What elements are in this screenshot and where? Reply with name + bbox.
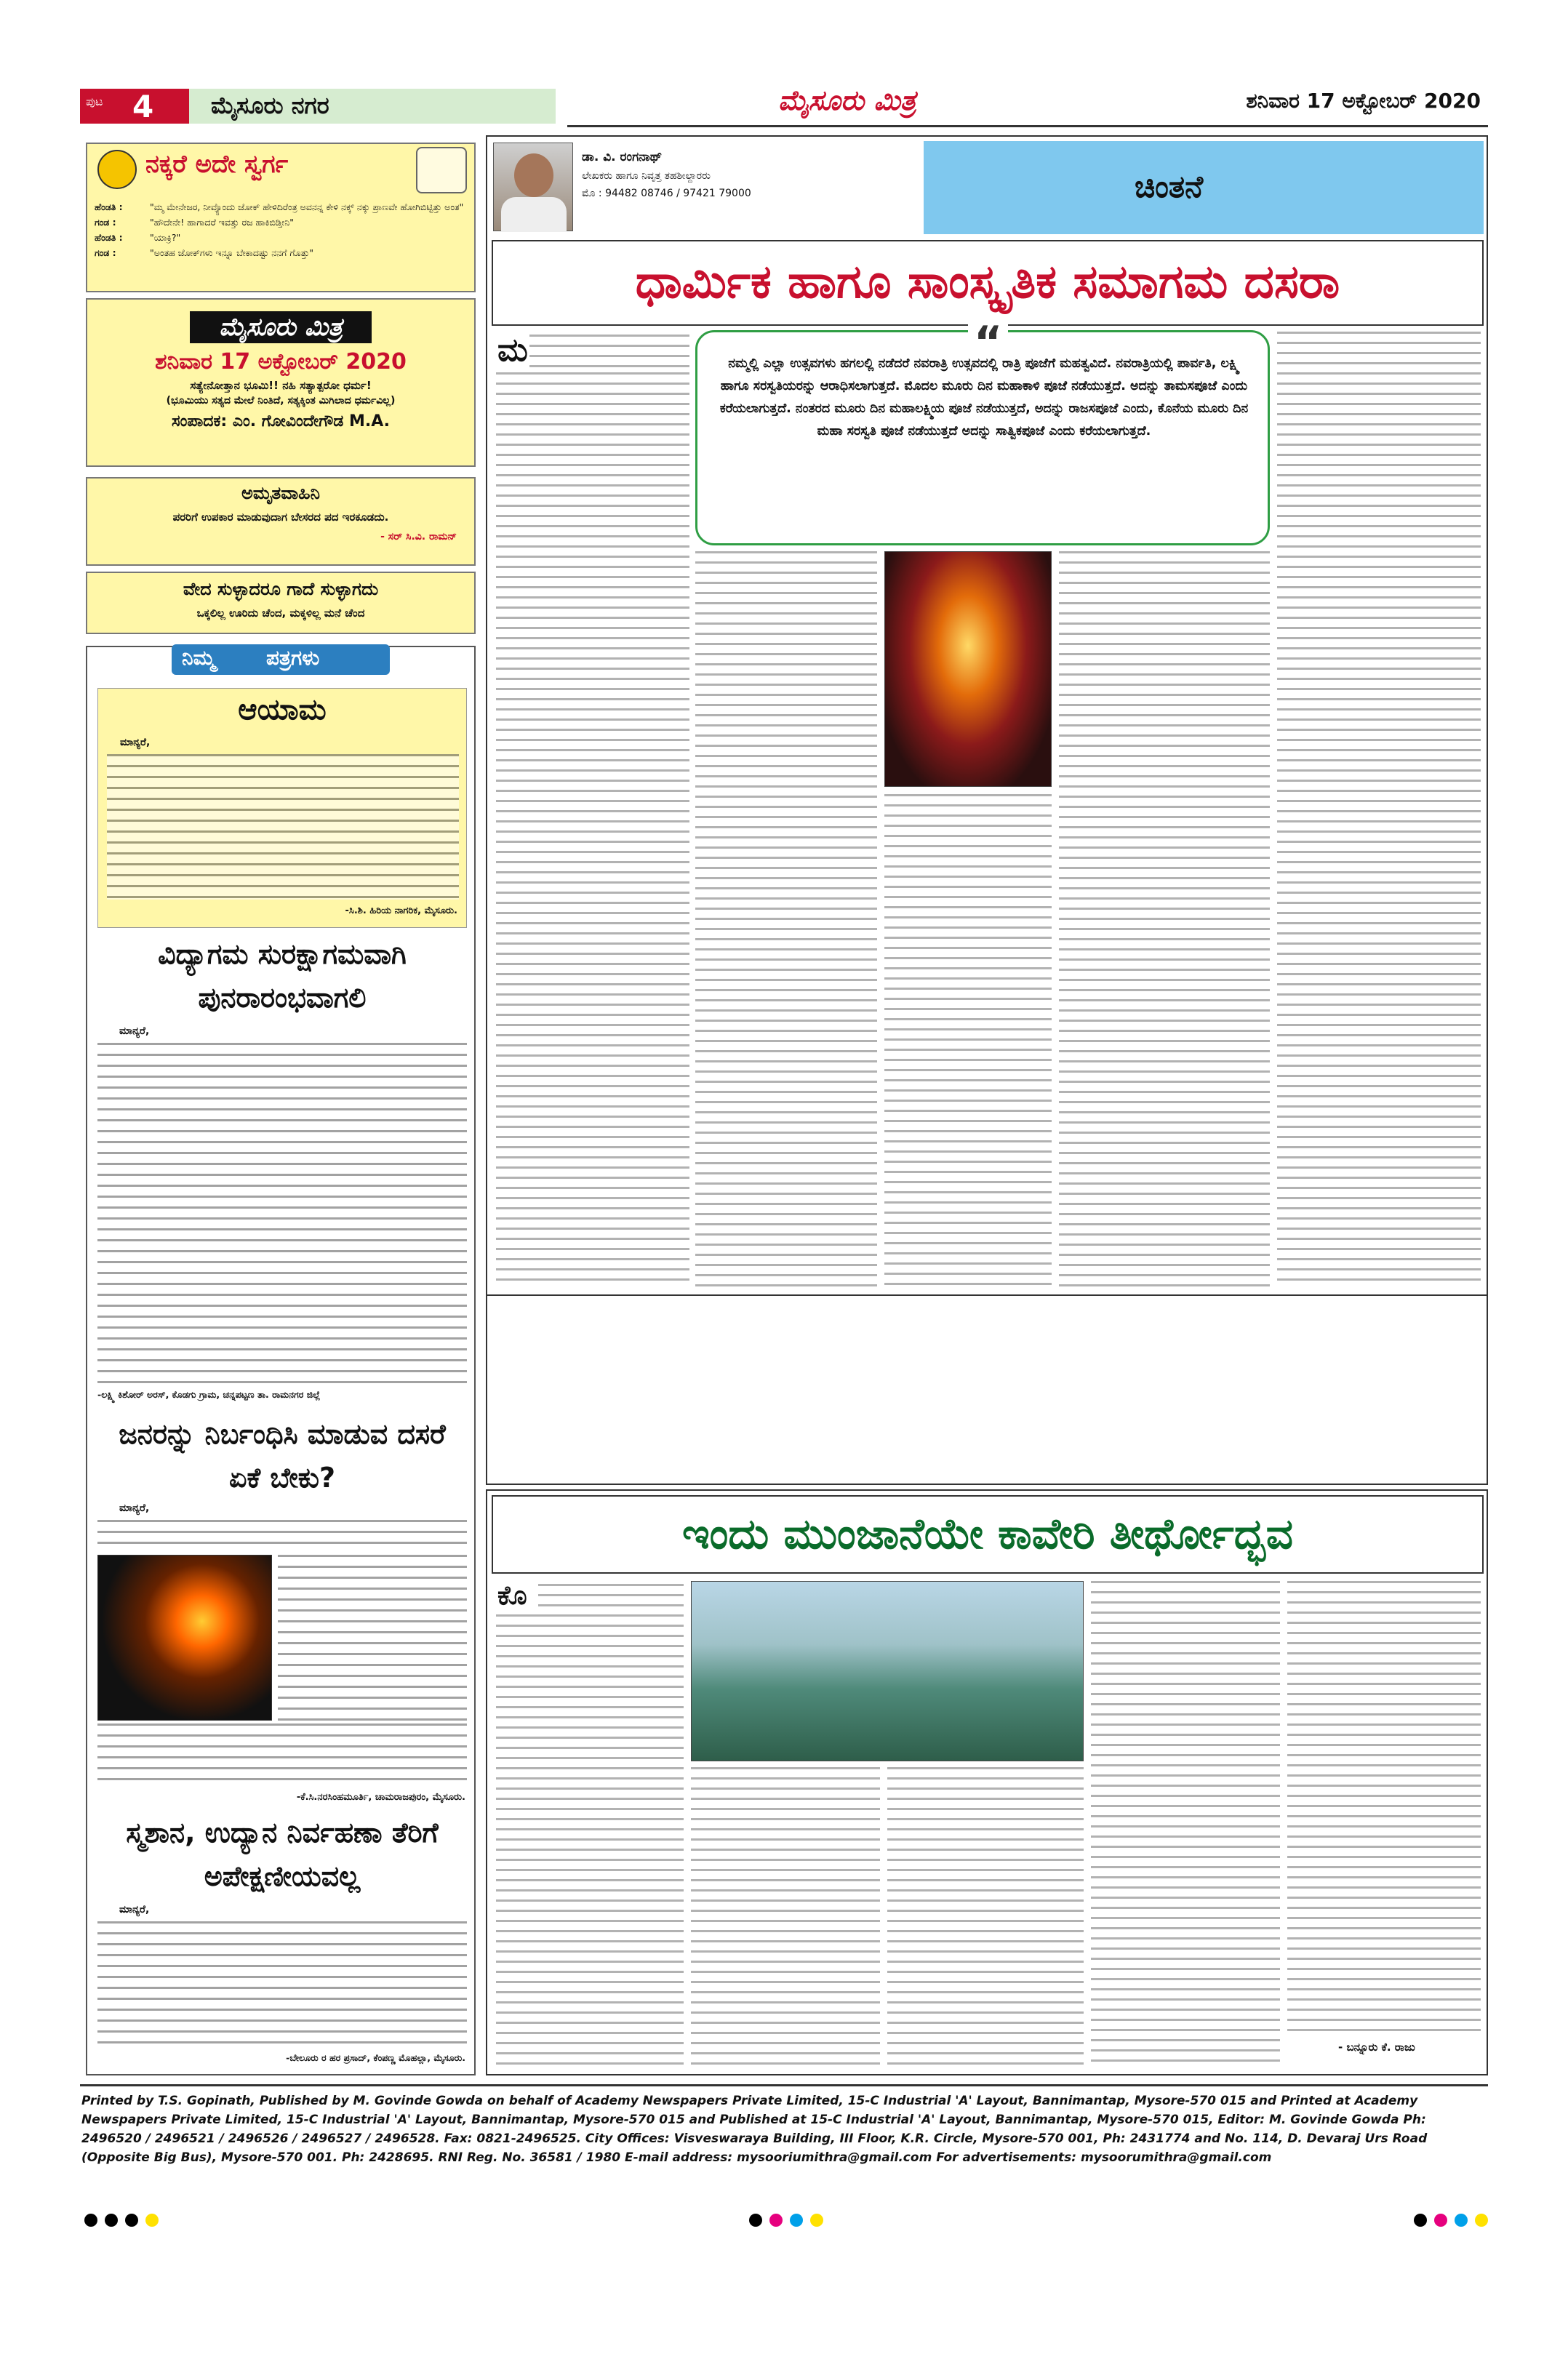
joke-line: "ಹೌದೇನೇ! ಹಾಗಾದರೆ ಇವತ್ತು ರಜ ಹಾಕಿಬಿಡ್ತೀನಿ" xyxy=(150,217,295,228)
amrutavahini-title: ಅಮೃತವಾಹಿನಿ xyxy=(241,483,320,503)
paper-box-logo: ಮೈಸೂರು ಮಿತ್ರ xyxy=(190,311,372,343)
letter-signature: -ಬೇಲೂರು ರ ಹರ ಪ್ರಸಾದ್, ಕೆಂಪಣ್ಣ ಮೊಹಲ್ಲಾ, ಮೈಸೂರು. xyxy=(286,2052,465,2063)
veda-box xyxy=(86,572,476,634)
letters-banner xyxy=(172,644,390,675)
joke-speaker: ಹೆಂಡತಿ : xyxy=(95,232,123,243)
registration-dot xyxy=(125,2214,138,2227)
letter-signature: -ಲಕ್ಷ್ಮಿ ಕಿಶೋರ್ ಅರಸ್, ಕೊಡಗು ಗ್ರಾಮ, ಚನ್ನಪಟ್ಟಣ ತಾ. ರಾಮನಗರ ಜಿಲ್ಲೆ xyxy=(97,1389,321,1400)
letter-title: ಸ್ಮಶಾನ, ಉದ್ಯಾನ ನಿರ್ವಹಣಾ ತೆರಿಗೆ ಅಪೇಕ್ಷಣೀಯವಲ್ಲ xyxy=(126,1817,439,1892)
letter-body xyxy=(278,1555,467,1721)
joke-speaker: ಗಂಡ : xyxy=(95,217,116,228)
joke-row xyxy=(95,199,470,215)
article-divider xyxy=(487,1294,1487,1296)
letter-title: ಜನರನ್ನು ನಿರ್ಬಂಧಿಸಿ ಮಾಡುವ ದಸರೆ ಏಕೆ ಬೇಕು? xyxy=(119,1418,446,1494)
paper-logo: ಮೈಸೂರು ಮಿತ್ರ xyxy=(778,84,916,116)
article-byline: - ಬನ್ನೂರು ಕೆ. ರಾಜು xyxy=(1338,2041,1415,2054)
article-column xyxy=(1287,1581,1481,2032)
letter-title: ಆಯಾಮ xyxy=(238,693,327,726)
masthead xyxy=(80,84,1488,125)
article-column xyxy=(1277,332,1481,1289)
letter-ayama xyxy=(97,688,467,928)
letter-signature: -ಕೆ.ಸಿ.ನರಸಿಂಹಮೂರ್ತಿ, ಚಾಮರಾಜಪುರಂ, ಮೈಸೂರು. xyxy=(296,1792,465,1803)
letter-salutation: ಮಾನ್ಯರೆ, xyxy=(119,1502,150,1514)
joke-row xyxy=(95,230,470,245)
registration-dot xyxy=(1414,2214,1427,2227)
article-column xyxy=(529,335,689,371)
article-column xyxy=(695,551,877,1289)
letter-signature: -ಸಿ.ಶಿ. ಹಿರಿಯ ನಾಗರಿಕ, ಮೈಸೂರು. xyxy=(345,905,457,916)
letters-banner-left: ನಿಮ್ಮ xyxy=(182,646,216,670)
registration-dot xyxy=(1455,2214,1468,2227)
article-column xyxy=(691,1767,880,2070)
article-column xyxy=(887,1767,1084,2070)
main-article xyxy=(486,135,1488,1485)
joke-rows xyxy=(95,199,470,260)
paper-box-date: ಶನಿವಾರ 17 ಅಕ್ಟೋಬರ್ 2020 xyxy=(155,349,407,375)
joke-line: "ಅಂತಹ ಜೋಕ್‌ಗಳು ಇನ್ನೂ ಬೇಕಾದಷ್ಟು ನನಗೆ ಗೊತ್ತು" xyxy=(150,247,314,258)
letter-body xyxy=(97,1520,467,1552)
registration-dot xyxy=(1434,2214,1447,2227)
registration-dot xyxy=(769,2214,783,2227)
joke-speaker: ಹೆಂಡತಿ : xyxy=(95,201,123,212)
column-label-box xyxy=(924,141,1484,234)
amrutavahini-author: - ಸರ್ ಸಿ.ವಿ. ರಾಮನ್ xyxy=(380,531,457,543)
joke-box xyxy=(86,143,476,292)
registration-dot xyxy=(749,2214,762,2227)
letter-title: ವಿದ್ಯಾಗಮ ಸುರಕ್ಷಾಗಮವಾಗಿ ಪುನರಾರಂಭವಾಗಲಿ xyxy=(158,938,407,1014)
letters-section xyxy=(86,646,476,2075)
second-headline-box xyxy=(492,1495,1484,1574)
page-number: 4 xyxy=(132,89,154,124)
joke-line: "ಮ್ಮ ಮೇನೇಜರ, ನೀವ್ಯೊಂದು ಜೋಕ್ ಹೇಳಿದಿರೆಂತ್ರ ಅವನನ್ನ ಕೇಳಿ ನಕ್ಕ್ ನಕ್ಕು ಪ್ರಾಣವೇ ಹೋಗಿಬಿಟ್ಟಿತ್ತು ಅಂತ" xyxy=(150,201,464,212)
author-photo xyxy=(493,143,573,231)
section-title: ಮೈಸೂರು ನಗರ xyxy=(211,92,329,119)
letters-banner-right: ಪತ್ರಗಳು xyxy=(266,646,320,670)
pull-quote: ನಮ್ಮಲ್ಲಿ ಎಲ್ಲಾ ಉತ್ಸವಗಳು ಹಗಲಲ್ಲಿ ನಡೆದರೆ ನವರಾತ್ರಿ ಉತ್ಸವದಲ್ಲಿ ರಾತ್ರಿ ಪೂಜೆಗೆ ಮಹತ್ವವಿದೆ. ನವರಾತ್ರಿಯಲ್ಲಿ ಪಾರ್ವತಿ, ಲಕ್ಷ್ಮಿ ಹಾಗೂ ಸರಸ್ವತಿಯರನ್ನು ಆರಾಧಿಸಲಾಗುತ್ತದೆ. ಮೊದಲ ಮೂರು ದಿನ ಮಹಾಕಾಳಿ ಪೂಜೆ ನಡೆಯುತ್ತದೆ. ಅದನ್ನು ತಾಮಸಪೂಜೆ ಎಂದು ಕರೆಯಲಾಗುತ್ತದೆ. ನಂತರದ ಮೂರು ದಿನ ಮಹಾಲಕ್ಷ್ಮಿಯ ಪೂಜೆ ನಡೆಯುತ್ತದೆ, ಅದನ್ನು ರಾಜಸಪೂಜೆ ಎಂದು, ಕೊನೆಯ ಮೂರು ದಿನ ಮಹಾ ಸರಸ್ವತಿ ಪೂಜೆ ನಡೆಯುತ್ತದೆ ಅದನ್ನು ಸಾತ್ವಿಕಪೂಜೆ ಎಂದು ಕರೆಯಲಾಗುತ್ತದೆ. xyxy=(719,356,1249,439)
second-headline: ಇಂದು ಮುಂಜಾನೆಯೇ ಕಾವೇರಿ ತೀರ್ಥೋದ್ಭವ xyxy=(681,1509,1294,1558)
joke-row xyxy=(95,215,470,230)
paper-box-slogan-translation: (ಭೂಮಿಯು ಸತ್ಯದ ಮೇಲೆ ನಿಂತಿದೆ, ಸತ್ಯಕ್ಕಿಂತ ಮಿಗಿಲಾದ ಧರ್ಮವಿಲ್ಲ) xyxy=(166,395,396,407)
section-bar xyxy=(189,89,556,124)
dasara-lights-photo xyxy=(97,1555,272,1721)
letter-salutation: ಮಾನ್ಯರೆ, xyxy=(119,1025,150,1037)
amrutavahini-quote: ಪರರಿಗೆ ಉಪಕಾರ ಮಾಡುವುದಾಗ ಬೇಸರದ ಪದ ಇರಕೂಡದು. xyxy=(172,511,389,524)
kaveri-photo xyxy=(691,1581,1084,1761)
page-number-badge xyxy=(80,89,189,124)
main-headline: ಧಾರ್ಮಿಕ ಹಾಗೂ ಸಾಂಸ್ಕೃತಿಕ ಸಮಾಗಮ ದಸರಾ xyxy=(635,255,1340,309)
second-article xyxy=(486,1489,1488,2075)
article-column xyxy=(496,1614,684,2070)
footer-rule xyxy=(80,2084,1488,2086)
registration-marks-left xyxy=(84,2214,166,2230)
paper-box xyxy=(86,298,476,467)
article-column xyxy=(496,372,689,1289)
author-phone: ಮೊ : 94482 08746 / 97421 79000 xyxy=(582,188,751,199)
column-label: ಚಿಂತನೆ xyxy=(1135,169,1204,204)
letter-salutation: ಮಾನ್ಯರೆ, xyxy=(119,1904,150,1915)
letter-body xyxy=(97,1921,467,2048)
veda-text: ಒಕ್ಕಲಿಲ್ಲ ಊರಿದು ಚೆಂದ, ಮಕ್ಕಳಿಲ್ಲ ಮನೆ ಚೆಂದ xyxy=(196,606,365,620)
author-name: ಡಾ. ವಿ. ರಂಗನಾಥ್ xyxy=(582,150,663,164)
registration-dot xyxy=(145,2214,159,2227)
issue-date: ಶನಿವಾರ 17 ಅಕ್ಟೋಬರ್ 2020 xyxy=(1246,89,1481,113)
page-label: ಪುಟ xyxy=(86,95,103,108)
letter-salutation: ಮಾನ್ಯರೆ, xyxy=(120,737,151,748)
registration-marks-center xyxy=(749,2214,831,2230)
article-column xyxy=(1059,551,1270,1289)
joke-speaker: ಗಂಡ : xyxy=(95,247,116,258)
joke-title: ನಕ್ಕರೆ ಅದೇ ಸ್ವರ್ಗ xyxy=(145,150,289,179)
paper-box-editor: ಸಂಪಾದಕ: ಎಂ. ಗೋವಿಂದೇಗೌಡ M.A. xyxy=(171,412,391,431)
letter-body xyxy=(97,1043,467,1383)
registration-dot xyxy=(790,2214,803,2227)
registration-dot xyxy=(84,2214,97,2227)
letter-body xyxy=(107,754,459,900)
dropcap: ಕೊ xyxy=(497,1581,527,1611)
registration-dot xyxy=(105,2214,118,2227)
cartoon-icon xyxy=(416,147,467,193)
pull-quote-box xyxy=(695,317,1270,545)
quote-mark-icon: “ xyxy=(968,321,1008,364)
dropcap: ಮ xyxy=(497,332,528,369)
goddess-photo xyxy=(884,551,1052,787)
registration-marks-right xyxy=(1414,2214,1495,2230)
joke-row xyxy=(95,245,470,260)
author-role: ಲೇಖಕರು ಹಾಗೂ ನಿವೃತ್ತ ತಹಶೀಲ್ದಾರರು xyxy=(582,170,711,182)
masthead-rule xyxy=(567,125,1488,127)
letter-body xyxy=(97,1724,467,1789)
amrutavahini-box xyxy=(86,477,476,566)
registration-dot xyxy=(1475,2214,1488,2227)
imprint: Printed by T.S. Gopinath, Published by M. Govinde Gowda on behalf of Academy Newspapers Private Limited, 15-C Industrial 'A' Layout, Bannimantap, Mysore-570 015 and Printed at Academy Newspapers Private Limited, 15-C Industrial 'A' Layout, Bannimantap, Mysore-570 015 and Published at 15-C Industrial 'A' Layout, Bannimantap, Mysore-570 015, Editor: M. Govinde Gowda Ph: 2496520 / 2496521 / 2496526 / 2496527 / 2496528. Fax: 0821-2496525. City Offices: Visveswaraya Building, III Floor, K.R. Circle, Mysore-570 001, Ph: 2431774 and No. 114, D. Devaraj Urs Road (Opposite Big Bus), Mysore-570 001. Ph: 2428695. RNI Reg. No. 36581 / 1980 E-mail address: mysooriumithra@gmail.com For advertisements: mysoorumithra@gmail.com xyxy=(81,2094,1428,2165)
joke-line: "ಯಾಕ್ರಿ?" xyxy=(150,232,181,243)
laugh-icon xyxy=(97,150,137,189)
veda-title: ವೇದ ಸುಳ್ಳಾದರೂ ಗಾದೆ ಸುಳ್ಳಾಗದು xyxy=(183,579,379,599)
article-column xyxy=(538,1584,684,1613)
article-column xyxy=(884,794,1052,1289)
paper-box-slogan: ಸತ್ಯೇನೋತ್ತಾನ ಭೂಮಿ!! ನಹಿ ಸತ್ಯಾತ್ಪರೋ ಧರ್ಮ! xyxy=(190,379,372,392)
registration-dot xyxy=(810,2214,823,2227)
article-column xyxy=(1091,1581,1280,2070)
main-headline-box xyxy=(492,240,1484,326)
